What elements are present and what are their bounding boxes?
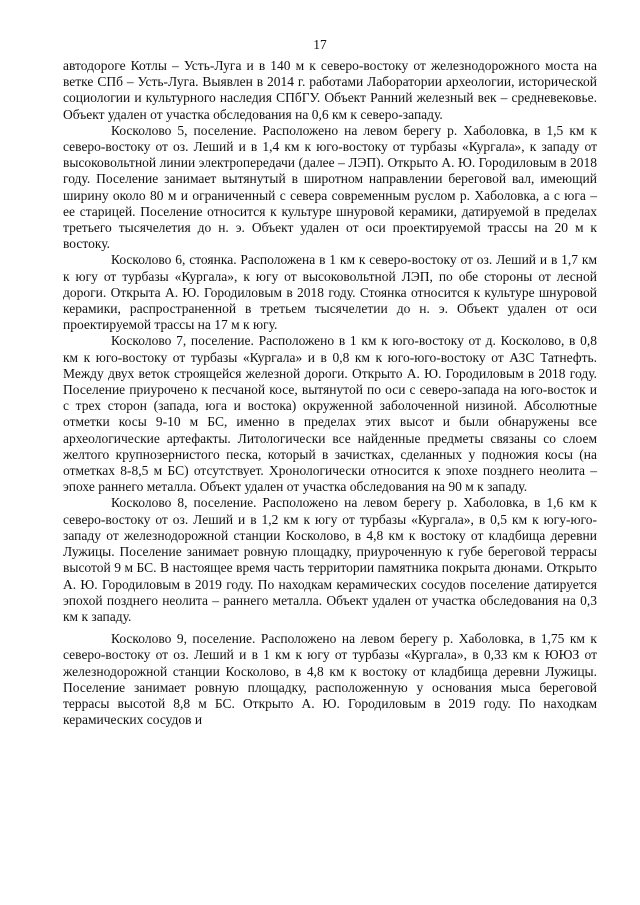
paragraph-koskolovo-9: Косколово 9, поселение. Расположено на левом берегу р. Хаболовка, в 1,75 км к северо-востоку от оз. Леший и в 1 км к югу от турбазы «Кургала», в 0,33 км к ЮЮЗ от железнодорожной станции Косколово, в 4,8 км к востоку от кладбища деревни Лужицы. Поселение занимает ровную площадку, расположенную у основания мыса береговой террасы высотой 8,8 м БС. Открыто А. Ю. Городиловым в 2019 году. По находкам керамических сосудов и — [63, 631, 597, 728]
paragraph-koskolovo-5: Косколово 5, поселение. Расположено на левом берегу р. Хаболовка, в 1,5 км к северо-востоку от оз. Леший и в 1,4 км к юго-востоку от турбазы «Кургала», к западу от высоковольтной линии электропередачи (далее – ЛЭП). Открыто А. Ю. Городиловым в 2018 году. Поселение занимает вытянутый в широтном направлении береговой вал, имеющий ширину около 80 м и ограниченный с севера современным руслом р. Хаболовка, а с юга – ее старицей. Поселение относится к культуре шнуровой керамики, датируемой в пределах третьего тысячелетия до н. э. Объект удален от оси проектируемой трассы на 20 м к востоку. — [63, 122, 597, 252]
page-number: 17 — [313, 37, 327, 52]
body-text — [63, 58, 597, 728]
paragraph-continuation: автодороге Котлы – Усть-Луга и в 140 м к северо-востоку от железнодорожного моста на ветке СПб – Усть-Луга. Выявлен в 2014 г. работами Лаборатории археологии, исторической социологии и культурного наследия СПбГУ. Объект Ранний железный век – средневековье. Объект удален от участка обследования на 0,6 км к северо-западу. — [63, 58, 597, 122]
paragraph-koskolovo-8: Косколово 8, поселение. Расположено на левом берегу р. Хаболовка, в 1,6 км к северо-востоку от оз. Леший и в 1,2 км к югу от турбазы «Кургала», в 0,5 км к югу-юго-западу от железнодорожной станции Косколово, в 4,8 км к востоку от кладбища деревни Лужицы. Поселение занимает ровную площадку, приуроченную к губе береговой террасы высотой 9 м БС. В настоящее время часть территории памятника покрыта дюнами. Открыто А. Ю. Городиловым в 2019 году. По находкам керамических сосудов поселение датируется эпохой позднего неолита – раннего металла. Объект удален от участка обследования на 0,3 км к западу. — [63, 495, 597, 624]
paragraph-koskolovo-7: Косколово 7, поселение. Расположено в 1 км к юго-востоку от д. Косколово, в 0,8 км к юго-востоку от турбазы «Кургала» и в 0,8 км к юго-юго-востоку от АЗС Татнефть. Между двух веток строящейся железной дороги. Открыто А. Ю. Городиловым в 2018 году. Поселение приурочено к песчаной косе, вытянутой по оси с северо-запада на юго-восток и с трех сторон (запада, юга и востока) окруженной заболоченной низиной. Абсолютные отметки косы 9-10 м БС, именно в пределах этих высот и были обнаружены все археологические артефакты. Литологически все найденные предметы связаны со слоем желтого крупнозернистого песка, который в зачистках, сделанных у подножия косы (на отметках 8-8,5 м БС) отсутствует. Хронологически относится к эпохе позднего неолита – эпохе раннего металла. Объект удален от участка обследования на 90 м к западу. — [63, 333, 597, 495]
paragraph-koskolovo-6: Косколово 6, стоянка. Расположена в 1 км к северо-востоку от оз. Леший и в 1,7 км к югу от турбазы «Кургала», к югу от высоковольтной ЛЭП, по обе стороны от лесной дороги. Открыта А. Ю. Городиловым в 2018 году. Стоянка относится к культуре шнуровой керамики, распространенной в третьем тысячелетии до н. э. Объект удален от оси проектируемой трассы на 17 м к югу. — [63, 252, 597, 333]
